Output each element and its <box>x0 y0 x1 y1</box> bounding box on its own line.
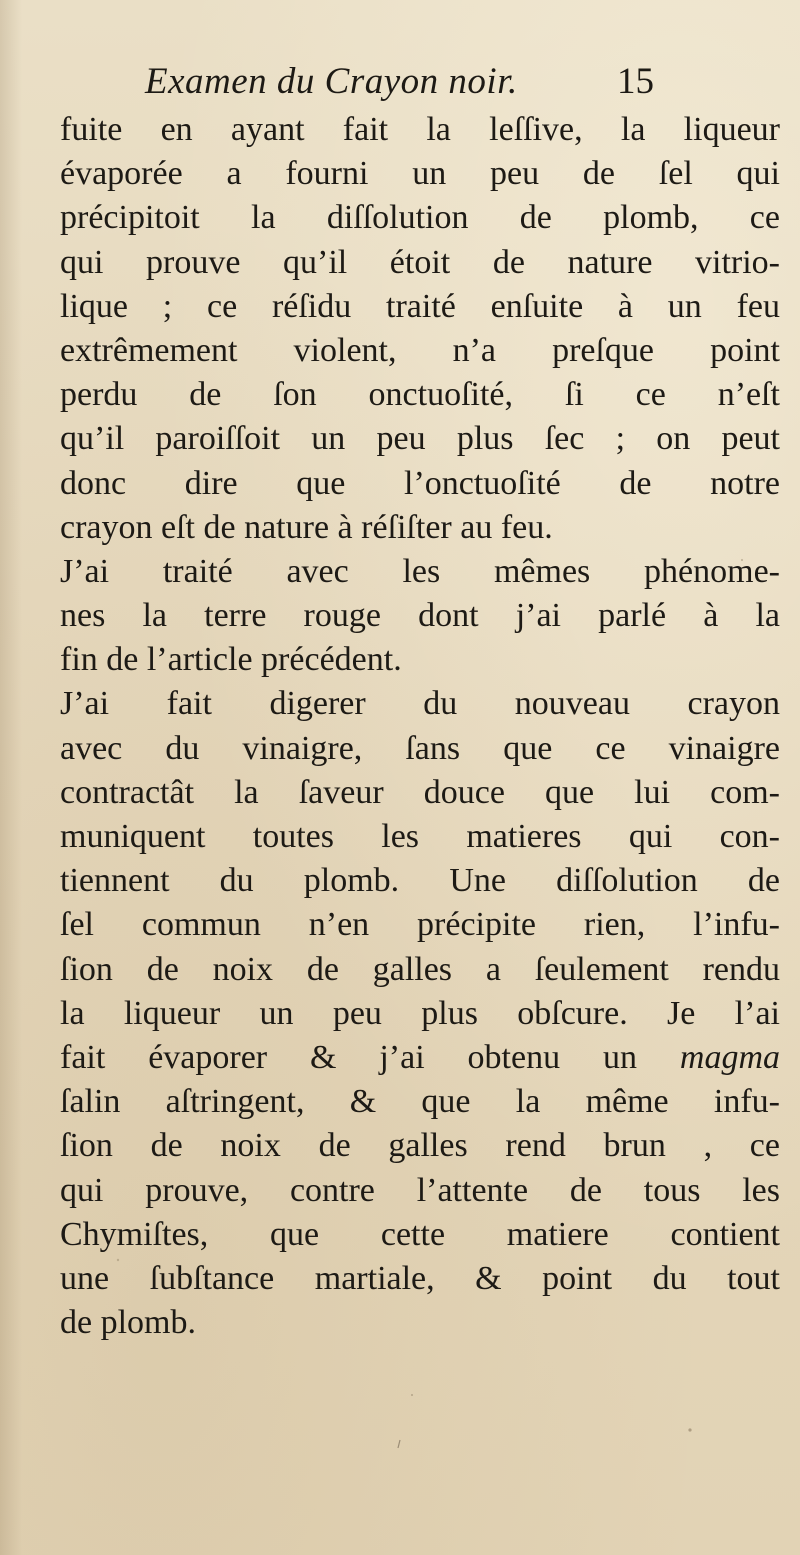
text-line: évaporée a fourni un peu de ſel qui <box>60 155 780 193</box>
text-line: fin de l’article précédent. <box>60 641 402 679</box>
text-line: qui prouve, contre l’attente de tous les <box>60 1171 780 1209</box>
page-fold-shadow <box>0 0 22 1555</box>
text-line: contractât la ſaveur douce que lui com- <box>60 773 780 811</box>
running-title: Examen du Crayon noir. <box>145 61 518 102</box>
text-line: de plomb. <box>60 1304 196 1342</box>
text-line: fuite en ayant fait la leſſive, la liqueur <box>60 111 780 148</box>
text-line: Chymiſtes, que cette matiere contient <box>60 1215 780 1253</box>
text-line: J’ai fait digerer du nouveau crayon <box>60 685 780 723</box>
text-line: tiennent du plomb. Une diſſolution de <box>60 862 780 900</box>
text-line: fait évaporer & j’ai obtenu un magma <box>60 1038 780 1076</box>
text-line: qui prouve qu’il étoit de nature vitrio- <box>60 243 780 281</box>
text-line: donc dire que l’onctuoſité de notre <box>60 464 780 502</box>
text-line: extrêmement violent, n’a preſque point <box>60 331 780 369</box>
text-line: lique ; ce réſidu traité enſuite à un feu <box>60 287 780 325</box>
text-line: ſion de noix de galles rend brun , ce <box>60 1127 780 1165</box>
text-line: crayon eſt de nature à réſiſter au feu. <box>60 508 553 546</box>
text-line: nes la terre rouge dont j’ai parlé à la <box>60 597 780 635</box>
page-number: 15 <box>617 61 654 102</box>
text-body <box>60 108 780 1345</box>
text-line: ſion de noix de galles a ſeulement rendu <box>60 950 780 988</box>
italic-term: magma <box>679 1038 780 1076</box>
text-line: précipitoit la diſſolution de plomb, ce <box>60 199 780 237</box>
text-line: J’ai traité avec les mêmes phénome- <box>60 552 780 590</box>
text-line: qu’il paroiſſoit un peu plus ſec ; on peut <box>60 420 780 458</box>
text-line: ſel commun n’en précipite rien, l’infu- <box>60 906 780 944</box>
text-line: avec du vinaigre, ſans que ce vinaigre <box>60 729 780 767</box>
text-line: une ſubſtance martiale, & point du tout <box>60 1259 780 1297</box>
text-line: muniquent toutes les matieres qui con- <box>60 818 780 855</box>
text-line: perdu de ſon onctuoſité, ſi ce n’eſt <box>60 376 780 414</box>
text-line: ſalin aſtringent, & que la même infu- <box>60 1083 780 1121</box>
text-line: la liqueur un peu plus obſcure. Je l’ai <box>60 994 780 1032</box>
